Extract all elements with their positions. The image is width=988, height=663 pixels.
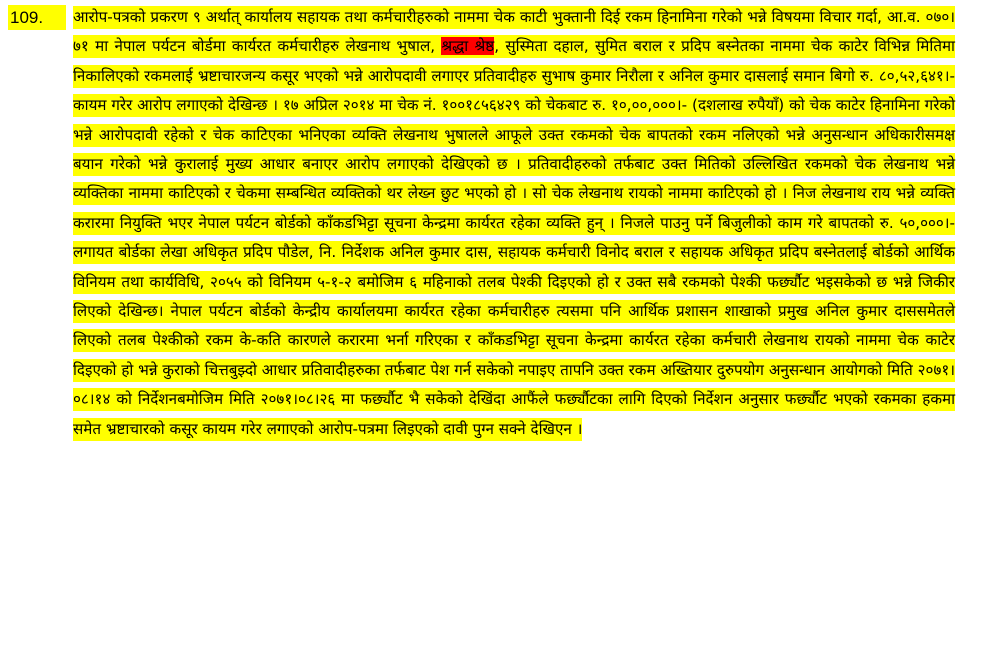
paragraph-text-highlight <box>73 6 955 441</box>
paragraph-number: 109. <box>8 5 66 30</box>
paragraph-text-start: आरोप-पत्रको प्रकरण ९ अर्थात् कार्यालय सहायक तथा कर्मचारीहरुको नाममा चेक काटी भुक्तानी दिई रकम हिनामिना गरेको भन्ने विषयमा विचार गर्दा, आ.व. ०७०।७१ मा नेपाल पर्यटन बोर्डमा कार्यरत कर्मचारीहरु लेखनाथ भुषाल, <box>73 8 955 56</box>
paragraph-text-rest: , सुस्मिता दहाल, सुमित बराल र प्रदिप बस्नेतका नाममा चेक काटेर विभिन्न मितिमा निकालिएको रकमलाई भ्रष्टाचारजन्य कसूर भएको भन्ने आरोपदावी लगाएर प्रतिवादीहरु सुभाष कुमार निरौला र अनिल कुमार दासलाई समान बिगो रु. ८०,५२,६४१।- कायम गरेर आरोप लगाएको देखिन्छ । १७ अप्रिल २०१४ मा चेक नं. १००१८५६४२९ को चेकबाट रु. १०,००,०००।- (दशलाख रुपैयाँ) को चेक काटेर हिनामिना गरेको भन्ने आरोपदावी रहेको र चेक काटिएका भनिएका व्यक्ति लेखनाथ भुषालले आफूले उक्त रकमको चेक बापतको रकम नलिएको भन्ने अनुसन्धान अधिकारीसमक्ष बयान गरेको भन्ने कुरालाई मुख्य आधार बनाएर आरोप लगाएको देखिएको छ । प्रतिवादीहरुको तर्फबाट उक्त मितिको उल्लिखित रकमको चेक लेखनाथ भन्ने व्यक्तिका नाममा काटिएको र चेकमा सम्बन्धित व्यक्तिको थर लेख्न छुट भएको हो । सो चेक लेखनाथ रायको नाममा काटिएको हो । निज लेखनाथ राय भन्ने व्यक्ति करारमा नियुक्ति भएर नेपाल पर्यटन बोर्डको काँकडभिट्टा सूचना केन्द्रमा कार्यरत रहेका व्यक्ति हुन् । निजले पाउनु पर्ने बिजुलीको काम गरे बापतको रु. ५०,०००।- लगायत बोर्डका लेखा अधिकृत प्रदिप पौडेल, नि. निर्देशक अनिल कुमार दास, सहायक कर्मचारी विनोद बराल र सहायक अधिकृत प्रदिप बस्नेतलाई बोर्डको आर्थिक विनियम तथा कार्यविधि, २०५५ को विनियम ५-१-२ बमोजिम ६ महिनाको तलब पेश्की दिइएको हो र उक्त सबै रकमको पेश्की फर्छ्यौट भइसकेको छ भन्ने जिकीर लिएको देखिन्छ। नेपाल पर्यटन बोर्डको केन्द्रीय कार्यालयमा कार्यरत रहेका कर्मचारीहरु त्यसमा पनि आर्थिक प्रशासन शाखाको प्रमुख अनिल कुमार दाससमेतले लिएको तलब पेश्कीको रकम के-कति कारणले करारमा भर्ना गरिएका र काँकडभिट्टा सूचना केन्द्रमा कार्यरत रहेका कर्मचारी लेखनाथ रायको नाममा चेक काटेर दिइएको हो भन्ने कुराको चित्तबुझ्दो आधार प्रतिवादीहरुका तर्फबाट पेश गर्न सकेको नपाइए तापनि उक्त रकम अख्तियार दुरुपयोग अनुसन्धान आयोगको मिति २०७१।०८।१४ को निर्देशनबमोजिम मिति २०७१।०८।२६ मा फर्छ्यौट भै सकेको देखिंदा आफैंले फर्छ्यौटका लागि दिएको निर्देशन अनुसार फर्छ्यौट भएको रकमका हकमा समेत भ्रष्टाचारको कसूर कायम गरेर लगाएको आरोप-पत्रमा लिइएको दावी पुग्न सक्ने देखिएन । <box>73 37 955 438</box>
paragraph-body <box>73 3 955 444</box>
highlighted-name: श्रद्धा श्रेष्ठ <box>441 37 495 56</box>
